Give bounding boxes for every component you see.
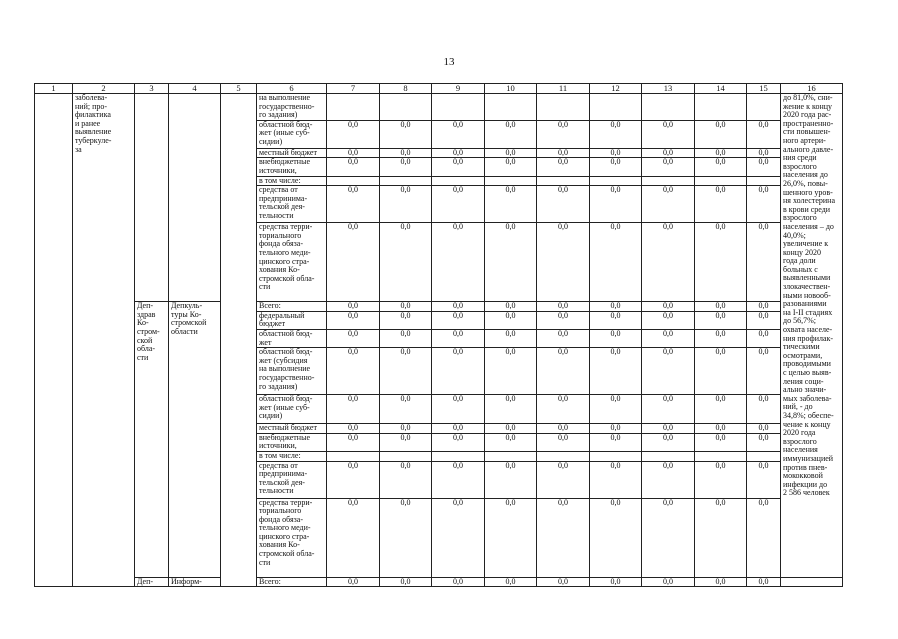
b1-r3-col10: 0,0 bbox=[485, 158, 537, 176]
b2-r8-col15: 0,0 bbox=[747, 461, 781, 498]
b2-r4-col15: 0,0 bbox=[747, 395, 781, 424]
last-col14: 0,0 bbox=[695, 577, 747, 587]
b2-r2-col7: 0,0 bbox=[327, 329, 380, 347]
b2-r0-col13: 0,0 bbox=[642, 302, 695, 312]
b2-r7-col10 bbox=[485, 451, 537, 461]
b2-r3-col14: 0,0 bbox=[695, 348, 747, 395]
column-number-1: 1 bbox=[35, 84, 73, 94]
b1-r0-col8 bbox=[380, 94, 432, 121]
participant-cell: Депкуль- туры Ко- стромской области bbox=[169, 302, 221, 577]
b2-r9-col14: 0,0 bbox=[695, 498, 747, 577]
executor-cell: Деп- здрав Ко- стром- ской обла- сти bbox=[135, 302, 169, 577]
b1-r0-col10 bbox=[485, 94, 537, 121]
b2-r0-col8: 0,0 bbox=[380, 302, 432, 312]
participant-cell: Информ- bbox=[169, 577, 221, 587]
column-number-11: 11 bbox=[537, 84, 590, 94]
column-number-6: 6 bbox=[257, 84, 327, 94]
b1-r1-col11: 0,0 bbox=[537, 120, 590, 148]
column-number-16: 16 bbox=[781, 84, 843, 94]
b2-r5-col7: 0,0 bbox=[327, 424, 380, 434]
b2-r7-col8 bbox=[380, 451, 432, 461]
b2-r0-col9: 0,0 bbox=[432, 302, 485, 312]
funding-source-label: Всего: bbox=[257, 302, 327, 312]
b1-r4-col15 bbox=[747, 176, 781, 186]
column-number-3: 3 bbox=[135, 84, 169, 94]
b2-r8-col7: 0,0 bbox=[327, 461, 380, 498]
b2-r0-col12: 0,0 bbox=[590, 302, 642, 312]
b2-r2-col15: 0,0 bbox=[747, 329, 781, 347]
b1-r1-col12: 0,0 bbox=[590, 120, 642, 148]
b2-r0-col7: 0,0 bbox=[327, 302, 380, 312]
funding-source-label: в том числе: bbox=[257, 451, 327, 461]
b2-r8-col9: 0,0 bbox=[432, 461, 485, 498]
funding-source-label: средства от предпринима- тельской дея- тельности bbox=[257, 186, 327, 223]
funding-source-label: местный бюджет bbox=[257, 148, 327, 158]
b2-r9-col15: 0,0 bbox=[747, 498, 781, 577]
b2-r3-col11: 0,0 bbox=[537, 348, 590, 395]
b1-r4-col7 bbox=[327, 176, 380, 186]
b1-r0-col9 bbox=[432, 94, 485, 121]
b2-r7-col7 bbox=[327, 451, 380, 461]
table-row bbox=[35, 302, 843, 312]
b1-r4-col9 bbox=[432, 176, 485, 186]
b2-r2-col12: 0,0 bbox=[590, 329, 642, 347]
b1-r0-col13 bbox=[642, 94, 695, 121]
b1-r4-col11 bbox=[537, 176, 590, 186]
b2-r2-col8: 0,0 bbox=[380, 329, 432, 347]
b1-r4-col8 bbox=[380, 176, 432, 186]
b1-r5-col13: 0,0 bbox=[642, 186, 695, 223]
b2-r5-col15: 0,0 bbox=[747, 424, 781, 434]
b1-r1-col14: 0,0 bbox=[695, 120, 747, 148]
b2-r9-col11: 0,0 bbox=[537, 498, 590, 577]
b2-r4-col11: 0,0 bbox=[537, 395, 590, 424]
b1-r1-col8: 0,0 bbox=[380, 120, 432, 148]
b2-r6-col8: 0,0 bbox=[380, 433, 432, 451]
b1-r1-col9: 0,0 bbox=[432, 120, 485, 148]
executor-cell bbox=[135, 94, 169, 302]
column-number-4: 4 bbox=[169, 84, 221, 94]
funding-source-label: в том числе: bbox=[257, 176, 327, 186]
expected-result-cell bbox=[781, 577, 843, 587]
last-col15: 0,0 bbox=[747, 577, 781, 587]
funding-source-label: Всего: bbox=[257, 577, 327, 587]
b2-r6-col14: 0,0 bbox=[695, 433, 747, 451]
b1-r0-col11 bbox=[537, 94, 590, 121]
funding-source-label: средства терри- ториального фонда обяза- тельного меди- цинского стра- хования Ко- стромской обла- сти bbox=[257, 498, 327, 577]
b1-r4-col12 bbox=[590, 176, 642, 186]
b2-r3-col13: 0,0 bbox=[642, 348, 695, 395]
b2-r9-col7: 0,0 bbox=[327, 498, 380, 577]
b2-r4-col13: 0,0 bbox=[642, 395, 695, 424]
b1-r2-col7: 0,0 bbox=[327, 148, 380, 158]
b1-r2-col11: 0,0 bbox=[537, 148, 590, 158]
b2-r0-col10: 0,0 bbox=[485, 302, 537, 312]
b2-r1-col11: 0,0 bbox=[537, 311, 590, 329]
b1-r2-col12: 0,0 bbox=[590, 148, 642, 158]
b1-r2-col13: 0,0 bbox=[642, 148, 695, 158]
b1-r6-col13: 0,0 bbox=[642, 223, 695, 302]
b1-r2-col8: 0,0 bbox=[380, 148, 432, 158]
b1-r3-col11: 0,0 bbox=[537, 158, 590, 176]
row-number-cell bbox=[35, 94, 73, 587]
b1-r6-col10: 0,0 bbox=[485, 223, 537, 302]
table-row bbox=[35, 577, 843, 587]
b2-r9-col12: 0,0 bbox=[590, 498, 642, 577]
b2-r8-col8: 0,0 bbox=[380, 461, 432, 498]
column-number-8: 8 bbox=[380, 84, 432, 94]
b2-r5-col10: 0,0 bbox=[485, 424, 537, 434]
b1-r3-col8: 0,0 bbox=[380, 158, 432, 176]
funding-source-label: местный бюджет bbox=[257, 424, 327, 434]
column-number-5: 5 bbox=[221, 84, 257, 94]
b2-r4-col12: 0,0 bbox=[590, 395, 642, 424]
b1-r6-col12: 0,0 bbox=[590, 223, 642, 302]
b2-r3-col8: 0,0 bbox=[380, 348, 432, 395]
b2-r9-col13: 0,0 bbox=[642, 498, 695, 577]
b2-r7-col11 bbox=[537, 451, 590, 461]
b2-r8-col14: 0,0 bbox=[695, 461, 747, 498]
b2-r7-col14 bbox=[695, 451, 747, 461]
column-number-7: 7 bbox=[327, 84, 380, 94]
table-row bbox=[35, 94, 843, 121]
b1-r3-col14: 0,0 bbox=[695, 158, 747, 176]
b2-r6-col10: 0,0 bbox=[485, 433, 537, 451]
column-number-14: 14 bbox=[695, 84, 747, 94]
column-number-13: 13 bbox=[642, 84, 695, 94]
b2-r7-col13 bbox=[642, 451, 695, 461]
b2-r6-col7: 0,0 bbox=[327, 433, 380, 451]
b2-r1-col9: 0,0 bbox=[432, 311, 485, 329]
b1-r4-col14 bbox=[695, 176, 747, 186]
b2-r6-col11: 0,0 bbox=[537, 433, 590, 451]
b2-r1-col10: 0,0 bbox=[485, 311, 537, 329]
b1-r5-col14: 0,0 bbox=[695, 186, 747, 223]
column-number-10: 10 bbox=[485, 84, 537, 94]
b1-r1-col13: 0,0 bbox=[642, 120, 695, 148]
b2-r9-col10: 0,0 bbox=[485, 498, 537, 577]
b2-r1-col13: 0,0 bbox=[642, 311, 695, 329]
funding-source-label: областной бюд- жет (иные суб- сидии) bbox=[257, 395, 327, 424]
funding-source-label: областной бюд- жет (иные суб- сидии) bbox=[257, 120, 327, 148]
funding-source-label: внебюджетные источники, bbox=[257, 158, 327, 176]
funding-source-label: на выполнение государственно- го задания) bbox=[257, 94, 327, 121]
b1-r4-col13 bbox=[642, 176, 695, 186]
b2-r2-col10: 0,0 bbox=[485, 329, 537, 347]
b2-r2-col14: 0,0 bbox=[695, 329, 747, 347]
measure-name-cell: заболева- ний; про- филактика и ранее выявление туберкуле- за bbox=[73, 94, 135, 587]
b1-r2-col10: 0,0 bbox=[485, 148, 537, 158]
b1-r0-col7 bbox=[327, 94, 380, 121]
funding-source-label: средства терри- ториального фонда обяза- тельного меди- цинского стра- хования Ко- стромской обла- сти bbox=[257, 223, 327, 302]
b2-r3-col9: 0,0 bbox=[432, 348, 485, 395]
b2-r3-col12: 0,0 bbox=[590, 348, 642, 395]
b2-r2-col11: 0,0 bbox=[537, 329, 590, 347]
b2-r5-col9: 0,0 bbox=[432, 424, 485, 434]
b2-r6-col12: 0,0 bbox=[590, 433, 642, 451]
b2-r8-col12: 0,0 bbox=[590, 461, 642, 498]
participant-cell bbox=[169, 94, 221, 302]
b1-r5-col9: 0,0 bbox=[432, 186, 485, 223]
column-number-15: 15 bbox=[747, 84, 781, 94]
b2-r5-col8: 0,0 bbox=[380, 424, 432, 434]
b2-r1-col12: 0,0 bbox=[590, 311, 642, 329]
period-cell bbox=[221, 94, 257, 587]
b1-r6-col9: 0,0 bbox=[432, 223, 485, 302]
b1-r5-col10: 0,0 bbox=[485, 186, 537, 223]
b1-r6-col14: 0,0 bbox=[695, 223, 747, 302]
b2-r3-col10: 0,0 bbox=[485, 348, 537, 395]
b2-r8-col11: 0,0 bbox=[537, 461, 590, 498]
expected-result-cell: до 81,0%, сни- жение к концу 2020 года рас- пространенно- сти повышен- ного артери- ального давле- ния среди взрослого населения до 26,0%, повы- шенного уров- ня холестерина в крови среди взрослого населения – до 40,0%; увеличение к концу 2020 года доли больных с выявленными злокачествен- ными новооб- разованиями на I-II стадиях до 56,7%; охвата населе- ния профилак- тическими осмотрами, проводимыми с целью выяв- ления соци- ально значи- мых заболева- ний, - до 34,8%; обеспе- чение к концу 2020 года взрослого населения иммунизацией против пнев- мококковой инфекции до 2 586 человек bbox=[781, 94, 843, 578]
funding-source-label: областной бюд- жет (субсидия на выполнение государственно- го задания) bbox=[257, 348, 327, 395]
b1-r6-col11: 0,0 bbox=[537, 223, 590, 302]
b1-r1-col10: 0,0 bbox=[485, 120, 537, 148]
b1-r3-col13: 0,0 bbox=[642, 158, 695, 176]
last-col10: 0,0 bbox=[485, 577, 537, 587]
b2-r3-col15: 0,0 bbox=[747, 348, 781, 395]
b1-r3-col9: 0,0 bbox=[432, 158, 485, 176]
b1-r4-col10 bbox=[485, 176, 537, 186]
b1-r6-col15: 0,0 bbox=[747, 223, 781, 302]
last-col7: 0,0 bbox=[327, 577, 380, 587]
b2-r2-col9: 0,0 bbox=[432, 329, 485, 347]
b1-r0-col12 bbox=[590, 94, 642, 121]
b1-r0-col15 bbox=[747, 94, 781, 121]
b1-r5-col12: 0,0 bbox=[590, 186, 642, 223]
last-col13: 0,0 bbox=[642, 577, 695, 587]
b1-r0-col14 bbox=[695, 94, 747, 121]
column-number-9: 9 bbox=[432, 84, 485, 94]
b2-r0-col15: 0,0 bbox=[747, 302, 781, 312]
last-col8: 0,0 bbox=[380, 577, 432, 587]
b2-r6-col13: 0,0 bbox=[642, 433, 695, 451]
b2-r4-col10: 0,0 bbox=[485, 395, 537, 424]
funding-source-label: областной бюд- жет bbox=[257, 329, 327, 347]
b1-r5-col8: 0,0 bbox=[380, 186, 432, 223]
column-number-row bbox=[35, 84, 843, 94]
program-funding-table bbox=[34, 83, 843, 587]
b2-r4-col7: 0,0 bbox=[327, 395, 380, 424]
b1-r3-col15: 0,0 bbox=[747, 158, 781, 176]
b2-r1-col14: 0,0 bbox=[695, 311, 747, 329]
funding-source-label: внебюджетные источники, bbox=[257, 433, 327, 451]
b2-r8-col13: 0,0 bbox=[642, 461, 695, 498]
b1-r2-col15: 0,0 bbox=[747, 148, 781, 158]
b2-r4-col14: 0,0 bbox=[695, 395, 747, 424]
b2-r6-col9: 0,0 bbox=[432, 433, 485, 451]
b2-r0-col14: 0,0 bbox=[695, 302, 747, 312]
funding-source-label: федеральный бюджет bbox=[257, 311, 327, 329]
b2-r8-col10: 0,0 bbox=[485, 461, 537, 498]
b2-r6-col15: 0,0 bbox=[747, 433, 781, 451]
last-col9: 0,0 bbox=[432, 577, 485, 587]
b2-r2-col13: 0,0 bbox=[642, 329, 695, 347]
executor-cell: Деп- bbox=[135, 577, 169, 587]
b2-r0-col11: 0,0 bbox=[537, 302, 590, 312]
b2-r7-col15 bbox=[747, 451, 781, 461]
b1-r5-col7: 0,0 bbox=[327, 186, 380, 223]
last-col11: 0,0 bbox=[537, 577, 590, 587]
b2-r4-col9: 0,0 bbox=[432, 395, 485, 424]
b2-r5-col14: 0,0 bbox=[695, 424, 747, 434]
b2-r9-col8: 0,0 bbox=[380, 498, 432, 577]
column-number-12: 12 bbox=[590, 84, 642, 94]
b2-r1-col8: 0,0 bbox=[380, 311, 432, 329]
page-number: 13 bbox=[443, 56, 455, 68]
b1-r6-col8: 0,0 bbox=[380, 223, 432, 302]
b2-r5-col13: 0,0 bbox=[642, 424, 695, 434]
b2-r7-col12 bbox=[590, 451, 642, 461]
last-col12: 0,0 bbox=[590, 577, 642, 587]
b1-r5-col15: 0,0 bbox=[747, 186, 781, 223]
b2-r4-col8: 0,0 bbox=[380, 395, 432, 424]
b1-r3-col12: 0,0 bbox=[590, 158, 642, 176]
funding-source-label: средства от предпринима- тельской дея- тельности bbox=[257, 461, 327, 498]
b1-r1-col7: 0,0 bbox=[327, 120, 380, 148]
b2-r3-col7: 0,0 bbox=[327, 348, 380, 395]
b2-r5-col12: 0,0 bbox=[590, 424, 642, 434]
b2-r5-col11: 0,0 bbox=[537, 424, 590, 434]
b1-r1-col15: 0,0 bbox=[747, 120, 781, 148]
b1-r6-col7: 0,0 bbox=[327, 223, 380, 302]
b1-r5-col11: 0,0 bbox=[537, 186, 590, 223]
b2-r1-col15: 0,0 bbox=[747, 311, 781, 329]
b2-r1-col7: 0,0 bbox=[327, 311, 380, 329]
b1-r2-col14: 0,0 bbox=[695, 148, 747, 158]
b1-r3-col7: 0,0 bbox=[327, 158, 380, 176]
b1-r2-col9: 0,0 bbox=[432, 148, 485, 158]
b2-r9-col9: 0,0 bbox=[432, 498, 485, 577]
column-number-2: 2 bbox=[73, 84, 135, 94]
b2-r7-col9 bbox=[432, 451, 485, 461]
